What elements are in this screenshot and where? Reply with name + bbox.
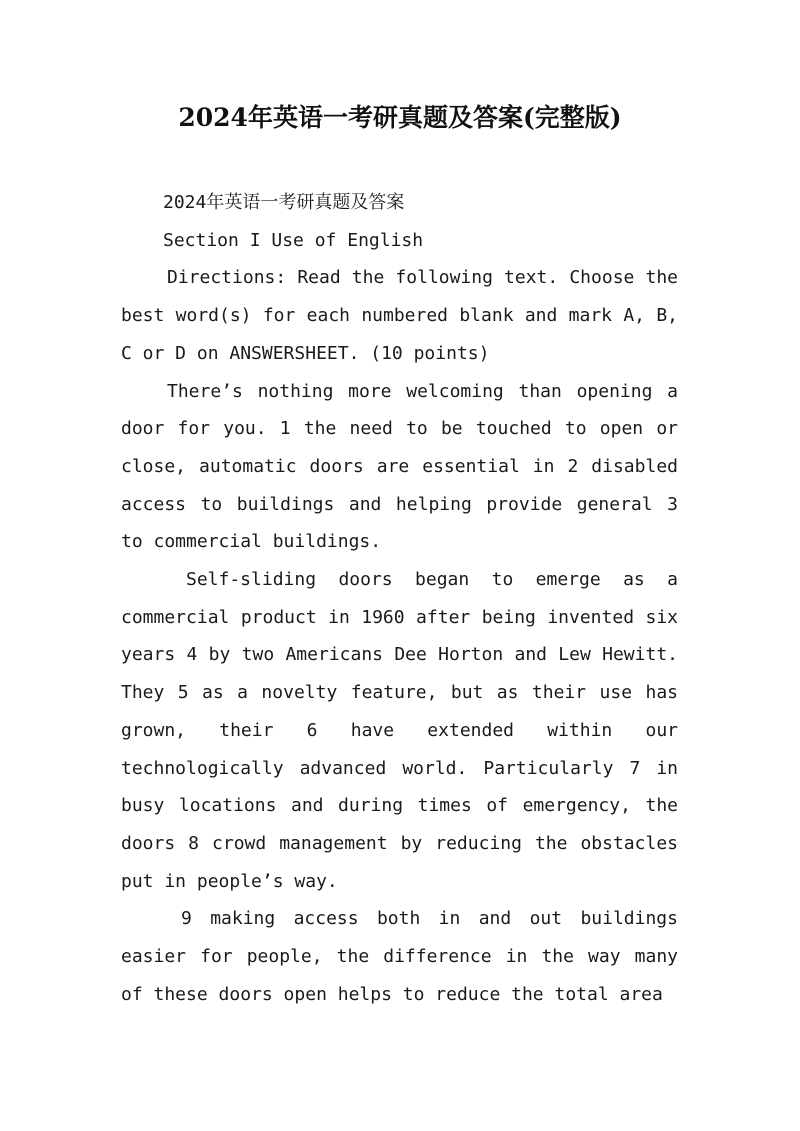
passage-paragraph-2: Self-sliding doors began to emerge as a commercial product in 1960 after being invented six years 4 by two Americans Dee Horton and Lew Hewitt. They 5 as a novelty feature, but as their use has grown, their 6 have extended within our technologically advanced world. Particularly 7 in busy locations and during times of emergency, the doors 8 crowd management by reducing the obstacles put in people’s way. bbox=[121, 569, 678, 892]
section-heading: Section I Use of English bbox=[163, 229, 424, 251]
directions-paragraph: Directions: Read the following text. Choose the best word(s) for each numbered blank and mark A, B, C or D on ANSWERSHEET. (10 points) bbox=[121, 267, 678, 364]
document-body bbox=[121, 184, 678, 1013]
passage-paragraph-3: 9 making access both in and out buildings easier for people, the difference in the way many of these doors open helps to reduce the total area bbox=[121, 908, 678, 1005]
page-title: 2024年英语一考研真题及答案(完整版) bbox=[178, 103, 622, 132]
subtitle: 2024年英语一考研真题及答案 bbox=[163, 192, 405, 213]
passage-paragraph-1: There’s nothing more welcoming than opening a door for you. 1 the need to be touched to open or close, automatic doors are essential in 2 disabled access to buildings and helping provide general 3 to commercial buildings. bbox=[121, 380, 678, 553]
